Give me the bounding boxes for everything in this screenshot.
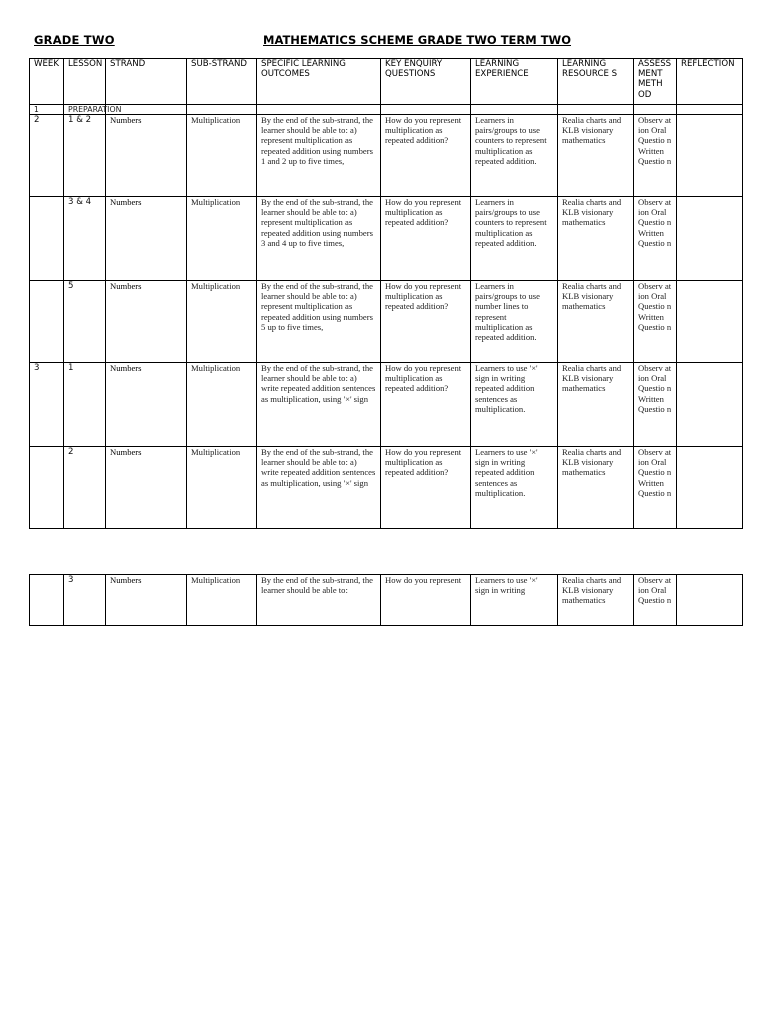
cell-resources: Realia charts and KLB visionary mathematics: [558, 363, 634, 447]
cell-reflection: [677, 363, 743, 447]
cell-assessment: Observ ation Oral Questio n Written Questio n: [634, 197, 677, 281]
preparation-cell: [64, 105, 122, 115]
column-header-substrand: SUB-STRAND: [187, 59, 257, 105]
cell-strand: Numbers: [106, 575, 187, 626]
empty-cell: [187, 105, 257, 115]
document-title: MATHEMATICS SCHEME GRADE TWO TERM TWO: [263, 33, 572, 47]
cell-lesson: 3 & 4: [64, 197, 106, 281]
cell-week: 2: [30, 115, 64, 197]
cell-strand: Numbers: [106, 115, 187, 197]
cell-substrand: Multiplication: [187, 197, 257, 281]
cell-week: [30, 575, 64, 626]
cell-assessment: Observ ation Oral Questio n Written Questio n: [634, 363, 677, 447]
cell-reflection: [677, 575, 743, 626]
column-header-reflection: REFLECTION: [677, 59, 743, 105]
cell-strand: Numbers: [106, 281, 187, 363]
cell-assessment: Observ ation Oral Questio n: [634, 575, 677, 626]
cell-experience: Learners to use '×' sign in writing: [471, 575, 558, 626]
cell-experience: Learners in pairs/groups to use number lines to represent multiplication as repeated addition.: [471, 281, 558, 363]
preparation-row: [30, 105, 743, 115]
cell-lesson: 3: [64, 575, 106, 626]
cell-week: 3: [30, 363, 64, 447]
cell-experience: Learners to use '×' sign in writing repeated addition sentences as multiplication.: [471, 363, 558, 447]
empty-cell: [381, 105, 471, 115]
table-row: [30, 115, 743, 197]
cell-strand: Numbers: [106, 363, 187, 447]
cell-resources: Realia charts and KLB visionary mathematics: [558, 447, 634, 529]
cell-resources: Realia charts and KLB visionary mathematics: [558, 281, 634, 363]
cell-outcomes: By the end of the sub-strand, the learner should be able to: a) write repeated addition sentences as multiplication, using '×' sign: [257, 447, 381, 529]
cell-substrand: Multiplication: [187, 363, 257, 447]
column-header-week: WEEK: [30, 59, 64, 105]
cell-experience: Learners in pairs/groups to use counters to represent multiplication as repeated addition.: [471, 115, 558, 197]
column-header-lesson: LESSON: [64, 59, 106, 105]
cell-reflection: [677, 115, 743, 197]
cell-substrand: Multiplication: [187, 115, 257, 197]
cell-questions: How do you represent: [381, 575, 471, 626]
table-row: [30, 575, 743, 626]
cell-outcomes: By the end of the sub-strand, the learner should be able to: a) represent multiplication as repeated addition using numbers 3 and 4 up to five times,: [257, 197, 381, 281]
cell-questions: How do you represent multiplication as repeated addition?: [381, 281, 471, 363]
cell-resources: Realia charts and KLB visionary mathematics: [558, 575, 634, 626]
cell-questions: How do you represent multiplication as repeated addition?: [381, 447, 471, 529]
column-header-strand: STRAND: [106, 59, 187, 105]
cell-reflection: [677, 281, 743, 363]
scheme-table-continued: [29, 574, 743, 626]
cell-week: [30, 447, 64, 529]
cell-resources: Realia charts and KLB visionary mathematics: [558, 115, 634, 197]
column-header-experience: LEARNING EXPERIENCE: [471, 59, 558, 105]
cell-outcomes: By the end of the sub-strand, the learner should be able to: a) write repeated addition sentences as multiplication, using '×' sign: [257, 363, 381, 447]
table-header-row: [30, 59, 743, 105]
empty-cell: [471, 105, 558, 115]
preparation-label: PREPARATION: [68, 105, 122, 114]
cell-lesson: 2: [64, 447, 106, 529]
table-row: [30, 447, 743, 529]
cell-lesson: 5: [64, 281, 106, 363]
cell-resources: Realia charts and KLB visionary mathematics: [558, 197, 634, 281]
empty-cell: [558, 105, 634, 115]
cell-experience: Learners in pairs/groups to use counters to represent multiplication as repeated addition.: [471, 197, 558, 281]
cell-outcomes: By the end of the sub-strand, the learner should be able to: a) represent multiplication as repeated addition using numbers 1 and 2 up to five times,: [257, 115, 381, 197]
cell-questions: How do you represent multiplication as repeated addition?: [381, 197, 471, 281]
empty-cell: [677, 105, 743, 115]
cell-outcomes: By the end of the sub-strand, the learner should be able to: a) represent multiplication as repeated addition using numbers 5 up to five times,: [257, 281, 381, 363]
empty-cell: [634, 105, 677, 115]
table-row: [30, 281, 743, 363]
cell-strand: Numbers: [106, 447, 187, 529]
cell-reflection: [677, 197, 743, 281]
cell-experience: Learners to use '×' sign in writing repeated addition sentences as multiplication.: [471, 447, 558, 529]
empty-cell: [257, 105, 381, 115]
cell-assessment: Observ ation Oral Questio n Written Questio n: [634, 115, 677, 197]
table-row: [30, 363, 743, 447]
cell-outcomes: By the end of the sub-strand, the learner should be able to:: [257, 575, 381, 626]
cell-assessment: Observ ation Oral Questio n Written Questio n: [634, 447, 677, 529]
cell-assessment: Observ ation Oral Questio n Written Questio n: [634, 281, 677, 363]
cell-questions: How do you represent multiplication as repeated addition?: [381, 363, 471, 447]
cell-questions: How do you represent multiplication as repeated addition?: [381, 115, 471, 197]
cell-reflection: [677, 447, 743, 529]
cell-substrand: Multiplication: [187, 575, 257, 626]
cell-lesson: 1: [64, 363, 106, 447]
grade-heading: GRADE TWO: [34, 33, 115, 47]
cell-substrand: Multiplication: [187, 447, 257, 529]
cell-lesson: 1 & 2: [64, 115, 106, 197]
cell-strand: Numbers: [106, 197, 187, 281]
cell-week: [30, 197, 64, 281]
cell-week: [30, 281, 64, 363]
cell-substrand: Multiplication: [187, 281, 257, 363]
column-header-outcomes: SPECIFIC LEARNING OUTCOMES: [257, 59, 381, 105]
column-header-assessment: ASSESS MENT METH OD: [634, 59, 677, 105]
column-header-questions: KEY ENQUIRY QUESTIONS: [381, 59, 471, 105]
scheme-table: [29, 58, 743, 529]
column-header-resources: LEARNING RESOURCE S: [558, 59, 634, 105]
table-row: [30, 197, 743, 281]
preparation-week: 1: [30, 105, 64, 115]
